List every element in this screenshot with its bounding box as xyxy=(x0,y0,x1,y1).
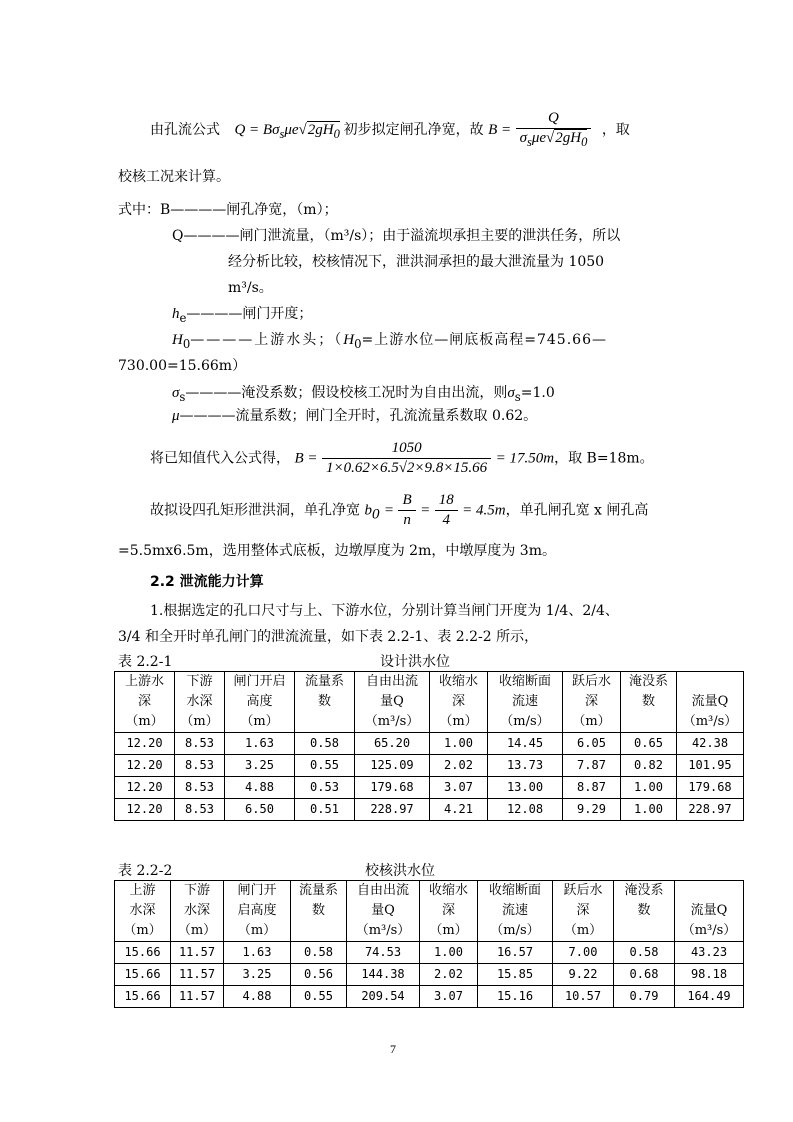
table-cell: 6.05 xyxy=(563,733,621,755)
page-number: 7 xyxy=(390,1042,396,1056)
header-line: 闸门开 xyxy=(237,883,277,898)
substitution-paragraph xyxy=(150,440,654,477)
formula-part: = xyxy=(383,502,395,519)
text-segment: 由孔流公式 xyxy=(150,122,220,138)
table-cell: 16.57 xyxy=(478,942,553,964)
header-line xyxy=(614,921,674,941)
text-segment: ，取 xyxy=(601,122,630,138)
header-line: （m³/s） xyxy=(682,714,738,729)
fraction-numerator: Q xyxy=(516,110,592,129)
table-body xyxy=(115,942,744,1008)
header-line: 流量系 xyxy=(298,883,338,898)
table-cell: 1.00 xyxy=(621,799,677,821)
header-line: （m） xyxy=(125,714,164,729)
table-cell: 1.00 xyxy=(420,942,478,964)
table-cell: 0.58 xyxy=(291,942,347,964)
header-line: （m） xyxy=(123,923,162,938)
table-cell: 1.63 xyxy=(225,733,295,755)
table-cell: 11.57 xyxy=(171,942,224,964)
symbol: σ xyxy=(172,385,180,401)
column-header xyxy=(420,881,478,942)
formula-result: = 4.5m xyxy=(462,502,506,519)
symbol-sub: 0 xyxy=(354,336,362,351)
header-line: 流量Q xyxy=(690,903,728,918)
header-line: 水深 xyxy=(186,694,213,709)
header-line: 水深 xyxy=(129,903,156,918)
header-line: 下游 xyxy=(186,674,213,689)
symbol-sub: 0 xyxy=(182,336,191,351)
table-cell: 12.20 xyxy=(115,733,175,755)
paragraph-line: 3/4 和全开时单孔闸门的泄流流量，如下表 2.2-1、表 2.2-2 所示， xyxy=(118,629,539,645)
header-line: 数 xyxy=(311,903,325,918)
symbol-sub: s xyxy=(179,389,186,404)
table-cell: 8.87 xyxy=(563,777,621,799)
table-cell: 1.63 xyxy=(224,942,291,964)
formula-part: μe xyxy=(284,122,299,138)
table-cell: 3.07 xyxy=(430,777,488,799)
table-cell: 0.58 xyxy=(295,733,355,755)
formula-part: σ xyxy=(519,130,527,146)
formula-part: μe xyxy=(531,130,547,146)
column-header xyxy=(677,672,744,733)
table-row xyxy=(115,986,744,1008)
text-segment: ————淹没系数；假设校核工况时为自由出流，则 xyxy=(185,385,508,401)
table-cell: 8.53 xyxy=(175,733,225,755)
table-cell: 12.20 xyxy=(115,755,175,777)
header-line: 上游 xyxy=(129,883,156,898)
column-header xyxy=(355,672,430,733)
formula-part: B = xyxy=(294,450,318,467)
column-header xyxy=(225,672,295,733)
column-header xyxy=(295,672,355,733)
header-line: （m） xyxy=(237,923,277,938)
table-cell: 4.21 xyxy=(430,799,488,821)
table-cell: 15.16 xyxy=(478,986,553,1008)
table-cell: 2.02 xyxy=(430,755,488,777)
header-line: 数 xyxy=(637,903,651,918)
table-cell: 9.22 xyxy=(553,964,614,986)
formula-sub: s xyxy=(279,127,285,141)
table-header-row xyxy=(115,672,744,733)
text-segment: 将已知值代入公式得， xyxy=(150,450,290,467)
header-line: 流量Q xyxy=(691,694,729,709)
table-cell: 0.55 xyxy=(295,755,355,777)
column-header xyxy=(171,881,224,942)
header-line: （m） xyxy=(180,714,219,729)
column-header xyxy=(614,881,675,942)
table-cell: 13.00 xyxy=(488,777,563,799)
paragraph-line xyxy=(172,382,555,404)
header-line: 数 xyxy=(317,694,331,709)
symbol: H xyxy=(172,332,183,348)
column-header xyxy=(115,672,175,733)
column-header xyxy=(224,881,291,942)
table-cell: 7.87 xyxy=(563,755,621,777)
table-cell: 10.57 xyxy=(553,986,614,1008)
header-line: 闸门开启 xyxy=(233,674,286,689)
table-cell: 7.00 xyxy=(553,942,614,964)
table-cell: 4.88 xyxy=(225,777,295,799)
table-cell: 228.97 xyxy=(355,799,430,821)
formula-paragraph xyxy=(150,110,630,150)
text-segment: 初步拟定闸孔净宽，故 xyxy=(343,122,484,138)
text-segment: ，单孔闸孔宽 x 闸孔高 xyxy=(505,502,649,519)
paragraph-line: m³/s。 xyxy=(228,280,273,296)
table-cell: 43.23 xyxy=(675,942,744,964)
table-cell: 15.85 xyxy=(478,964,553,986)
header-line xyxy=(677,672,743,692)
table-cell: 6.50 xyxy=(225,799,295,821)
table-cell: 1.00 xyxy=(621,777,677,799)
header-line: （m） xyxy=(429,923,468,938)
paragraph-line xyxy=(172,329,607,351)
fraction-numerator: B xyxy=(398,492,415,511)
paragraph-line: Q————闸门泄流量，（m³/s）；由于溢流坝承担主要的泄洪任务，所以 xyxy=(172,228,621,244)
formula-part: B = xyxy=(488,122,512,138)
header-line: 流速 xyxy=(511,694,538,709)
header-line: 自由出流 xyxy=(365,674,418,689)
symbol-sub: s xyxy=(514,389,521,404)
header-line: 自由出流 xyxy=(356,883,409,898)
table-row xyxy=(115,964,744,986)
column-header xyxy=(675,881,744,942)
table-cell: 42.38 xyxy=(677,733,744,755)
width-calc-fraction xyxy=(322,440,491,477)
column-header xyxy=(115,881,171,942)
table-cell: 12.20 xyxy=(115,777,175,799)
b-over-n-fraction xyxy=(398,492,415,529)
table-cell: 12.20 xyxy=(115,799,175,821)
fraction-denominator: 1×0.62×6.5√2×9.8×15.66 xyxy=(325,460,488,476)
table-body xyxy=(115,733,744,821)
table-cell: 3.25 xyxy=(224,964,291,986)
table-row xyxy=(115,799,744,821)
header-line: 淹没系 xyxy=(624,883,664,898)
symbol: σ xyxy=(507,385,515,401)
header-line: 跃后水 xyxy=(563,883,603,898)
text-segment: ————闸门开度； xyxy=(186,306,313,322)
fraction-denominator: n xyxy=(403,512,411,528)
header-line: 水深 xyxy=(183,903,210,918)
text-segment: ，取 B=18m。 xyxy=(554,450,654,467)
formula-part: 2gH xyxy=(555,130,582,146)
header-line: 收缩水 xyxy=(438,674,478,689)
column-header xyxy=(563,672,621,733)
paragraph-line: 经分析比较，校核情况下，泄洪洞承担的最大泄流量为 1050 xyxy=(228,254,605,270)
formula-part: 2gH xyxy=(307,122,334,138)
table-row xyxy=(115,733,744,755)
formula-sub: s xyxy=(526,135,532,149)
paragraph-line: 730.00=15.66m） xyxy=(118,358,247,374)
header-line: 高度 xyxy=(246,694,273,709)
header-line: （m³/s） xyxy=(364,714,420,729)
table-cell: 0.56 xyxy=(291,964,347,986)
text-segment: =上游水位—闸底板高程=745.66— xyxy=(361,332,607,348)
symbol-sub: e xyxy=(179,310,187,325)
table-cell: 0.51 xyxy=(295,799,355,821)
fraction-numerator: 18 xyxy=(435,492,458,511)
header-line: 下游 xyxy=(183,883,210,898)
table-cell: 125.09 xyxy=(355,755,430,777)
fraction-denominator: 4 xyxy=(442,512,450,528)
formula-result: = 17.50m xyxy=(495,450,555,467)
text-segment: ————流量系数；闸门全开时，孔流流量系数取 0.62。 xyxy=(179,408,538,424)
header-line: （m） xyxy=(439,714,478,729)
text-segment: 故拟设四孔矩形泄洪洞，单孔净宽 xyxy=(150,502,360,519)
header-line: 收缩断面 xyxy=(498,674,551,689)
symbol: h xyxy=(172,306,180,322)
width-fraction xyxy=(516,110,592,150)
paragraph-line: =5.5mx6.5m，选用整体式底板，边墩厚度为 2m，中墩厚度为 3m。 xyxy=(118,543,556,559)
symbol: μ xyxy=(172,408,180,424)
table-cell: 4.88 xyxy=(224,986,291,1008)
header-line: 深 xyxy=(137,694,151,709)
table-cell: 179.68 xyxy=(677,777,744,799)
table-cell: 8.53 xyxy=(175,755,225,777)
table-cell: 0.82 xyxy=(621,755,677,777)
header-line: 淹没系 xyxy=(628,674,668,689)
table-cell: 9.29 xyxy=(563,799,621,821)
table-label: 表 2.2-1 xyxy=(118,654,173,670)
symbol: H xyxy=(343,332,355,348)
table-cell: 11.57 xyxy=(171,986,224,1008)
header-line: （m） xyxy=(177,923,217,938)
paragraph-line: 1.根据选定的孔口尺寸与上、下游水位，分别计算当闸门开度为 1/4、2/4、 xyxy=(150,603,619,619)
header-line: 量Q xyxy=(371,903,395,918)
table-cell: 144.38 xyxy=(347,964,420,986)
table-cell: 8.53 xyxy=(175,799,225,821)
table-cell: 3.07 xyxy=(420,986,478,1008)
header-line: 深 xyxy=(584,694,598,709)
sqrt-term xyxy=(307,121,340,141)
column-header xyxy=(175,672,225,733)
formula-sub: 0 xyxy=(581,135,588,149)
header-line: （m） xyxy=(572,714,611,729)
fraction-denominator: $\sigma_s\mu e√2gH_0$ xyxy=(519,130,588,149)
text-segment: ————上游水头；（ xyxy=(190,332,344,348)
header-line: （m³/s） xyxy=(355,923,411,938)
table-cell: 2.02 xyxy=(420,964,478,986)
table-row xyxy=(115,755,744,777)
sqrt-term xyxy=(554,129,588,149)
table-cell: 0.65 xyxy=(621,733,677,755)
text-segment: =1.0 xyxy=(520,385,555,401)
paragraph-line xyxy=(172,405,537,425)
check-flood-table xyxy=(114,880,744,1008)
table-title: 校核洪水位 xyxy=(365,863,435,879)
header-line: 收缩断面 xyxy=(488,883,541,898)
table-cell: 74.53 xyxy=(347,942,420,964)
table-cell: 15.66 xyxy=(115,964,171,986)
table-cell: 11.57 xyxy=(171,964,224,986)
header-line: 深 xyxy=(451,694,465,709)
table-cell: 13.73 xyxy=(488,755,563,777)
table-cell: 0.79 xyxy=(614,986,675,1008)
table-label: 表 2.2-2 xyxy=(118,863,173,879)
table-cell: 0.55 xyxy=(291,986,347,1008)
table-cell: 101.95 xyxy=(677,755,744,777)
single-hole-paragraph xyxy=(150,492,648,529)
column-header xyxy=(347,881,420,942)
header-line: 流速 xyxy=(501,903,528,918)
column-header xyxy=(553,881,614,942)
table-header-row xyxy=(115,881,744,942)
header-line: 跃后水 xyxy=(571,674,611,689)
table-cell: 228.97 xyxy=(677,799,744,821)
formula-part: Q = Bσ xyxy=(234,122,280,138)
header-line xyxy=(675,881,743,901)
table-cell: 179.68 xyxy=(355,777,430,799)
symbol-sub: 0 xyxy=(371,506,380,523)
header-line: （m/s） xyxy=(490,923,540,938)
header-line: （m/s） xyxy=(500,714,550,729)
table-cell: 164.49 xyxy=(675,986,744,1008)
table-row xyxy=(115,942,744,964)
section-heading: 2.2 泄流能力计算 xyxy=(150,574,264,590)
header-line: （m） xyxy=(563,923,603,938)
table-cell: 3.25 xyxy=(225,755,295,777)
header-line: 量Q xyxy=(380,694,404,709)
eighteen-over-four-fraction xyxy=(435,492,458,529)
column-header xyxy=(488,672,563,733)
table-cell: 8.53 xyxy=(175,777,225,799)
header-line xyxy=(291,921,346,941)
table-cell: 15.66 xyxy=(115,986,171,1008)
header-line: 上游水 xyxy=(124,674,164,689)
header-line xyxy=(295,712,354,732)
table-cell: 0.68 xyxy=(614,964,675,986)
formula-part: = xyxy=(420,502,431,519)
header-line: 深 xyxy=(441,903,455,918)
header-line xyxy=(621,712,676,732)
table-cell: 0.53 xyxy=(295,777,355,799)
table-cell: 98.18 xyxy=(675,964,744,986)
table-cell: 14.45 xyxy=(488,733,563,755)
header-line: 流量系 xyxy=(304,674,344,689)
table-cell: 12.08 xyxy=(488,799,563,821)
header-line: 深 xyxy=(576,903,590,918)
header-line: （m） xyxy=(240,714,279,729)
header-line: 启高度 xyxy=(237,903,277,918)
paragraph-line: 式中：B————闸孔净宽，（m）； xyxy=(118,202,338,218)
symbol: b xyxy=(364,502,372,519)
fraction-numerator: 1050 xyxy=(322,440,491,459)
orifice-flow-formula: $Q = B\sigma_s\mu e√2gH_0$ xyxy=(234,122,340,141)
table-cell: 209.54 xyxy=(347,986,420,1008)
header-line: （m³/s） xyxy=(681,923,737,938)
table-cell: 65.20 xyxy=(355,733,430,755)
column-header xyxy=(621,672,677,733)
design-flood-table xyxy=(114,671,744,821)
table-cell: 15.66 xyxy=(115,942,171,964)
table-cell: 0.58 xyxy=(614,942,675,964)
paragraph-line xyxy=(172,303,312,325)
formula-sub: 0 xyxy=(333,127,340,141)
column-header xyxy=(291,881,347,942)
column-header xyxy=(478,881,553,942)
header-line: 数 xyxy=(641,694,655,709)
table-row xyxy=(115,777,744,799)
paragraph-line: 校核工况来计算。 xyxy=(118,169,230,185)
table-title: 设计洪水位 xyxy=(380,654,450,670)
header-line: 收缩水 xyxy=(428,883,468,898)
table-cell: 1.00 xyxy=(430,733,488,755)
column-header xyxy=(430,672,488,733)
